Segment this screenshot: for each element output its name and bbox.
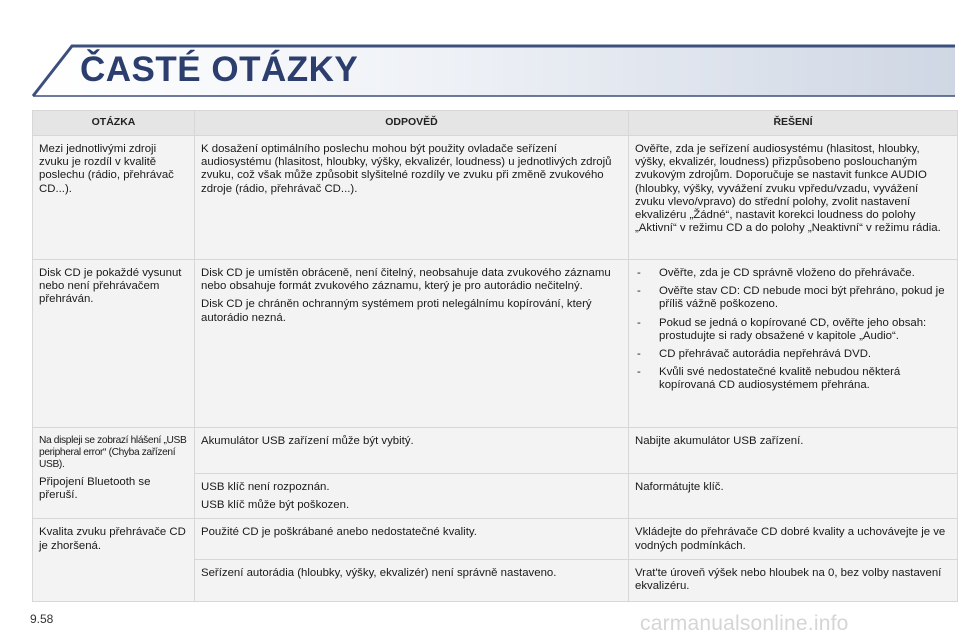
- solution-text: Ověřte, zda je seřízení audiosystému (hlasitost, hloubky, výšky, ekvalizér, loudness) přizpůsobeno poslouchaným zvukovým zdrojům. Doporučuje se nastavit funkce AUDIO (hloubky, výšky, vyvážení zvuku vpředu/vzadu, vyvážení zvuku vlevo/vpravo) do střední polohy, zvolit nastavení ekvalizéru „Žádné“, nastavit korekci loudness do polohy „Aktivní“ v režimu CD a do polohy „Neaktivní“ v režimu rádia.: [635, 143, 941, 235]
- solution-cell: [629, 260, 958, 428]
- list-item: - Ověřte stav CD: CD nebude moci být přehráno, pokud je příliš vážně poškozeno.: [635, 285, 951, 311]
- answer-cell: [195, 260, 629, 428]
- question-text: Připojení Bluetooth se přeruší.: [39, 476, 151, 502]
- solution-text: Vkládejte do přehrávače CD dobré kvality a uchovávejte je ve vodných podmínkách.: [635, 526, 946, 552]
- page-title: ČASTÉ OTÁZKY: [80, 50, 359, 89]
- answer-text: USB klíč není rozpoznán.: [201, 481, 330, 493]
- answer-text: Seřízení autorádia (hloubky, výšky, ekvalizér) není správně nastaveno.: [201, 566, 557, 579]
- answer-text: K dosažení optimálního poslechu mohou být použity ovladače seřízení audiosystému (hlasitost, hloubky, výšky, ekvalizér, loudness) u jednotlivých zdrojů zvuku, což však může způsobit slyšitelné rozdíly ve zvuku při změně zvukového zdroje (rádio, přehrávač CD...).: [201, 143, 612, 195]
- answer-text: Disk CD je umístěn obráceně, není čitelný, neobsahuje data zvukového záznamu nebo obsahuje formát zvukového záznamu, který je pro autorádio nečitelný.: [201, 267, 611, 293]
- table-header-row: [33, 111, 958, 136]
- question-text: Mezi jednotlivými zdroji zvuku je rozdíl v kvalitě poslechu (rádio, přehrávač CD...).: [39, 143, 174, 195]
- question-cell: [33, 260, 195, 428]
- answer-cell: [195, 519, 629, 559]
- answer-cell: [195, 136, 629, 260]
- answer-cell: [195, 428, 629, 474]
- answer-cell: [195, 474, 629, 519]
- list-item: - Pokud se jedná o kopírované CD, ověřte jeho obsah: prostudujte si rady obsažené v kapitole „Audio“.: [635, 317, 951, 343]
- question-text: Kvalita zvuku přehrávače CD je zhoršená.: [39, 526, 186, 552]
- column-header-answer: ODPOVĚĎ: [195, 111, 629, 136]
- solution-cell: [629, 474, 958, 519]
- watermark: carmanualsonline.info: [640, 612, 849, 635]
- solution-cell: [629, 559, 958, 601]
- list-item: - Kvůli své nedostatečné kvalitě nebudou některá kopírovaná CD audiosystémem přehrána.: [635, 366, 951, 392]
- table-row: [33, 519, 958, 559]
- solution-cell: [629, 428, 958, 474]
- page-number: 9.58: [30, 612, 54, 626]
- column-header-solution: ŘEŠENÍ: [629, 111, 958, 136]
- answer-text: USB klíč může být poškozen.: [201, 499, 350, 512]
- column-header-question: OTÁZKA: [33, 111, 195, 136]
- solution-text: Vrat'te úroveň výšek nebo hloubek na 0, bez volby nastavení ekvalizéru.: [635, 566, 942, 593]
- question-text: Na displeji se zobrazí hlášení „USB peripheral error“ (Chyba zařízení USB).: [39, 435, 187, 470]
- list-item: - CD přehrávač autorádia nepřehrává DVD.: [635, 348, 951, 361]
- solution-cell: [629, 136, 958, 260]
- table-row: [33, 428, 958, 474]
- list-item: - Ověřte, zda je CD správně vloženo do přehrávače.: [635, 267, 951, 280]
- question-cell: [33, 428, 195, 519]
- solution-text: Naformátujte klíč.: [635, 481, 724, 493]
- table-row: [33, 260, 958, 428]
- question-cell: [33, 519, 195, 601]
- answer-text: Použité CD je poškrábané anebo nedostatečné kvality.: [201, 526, 477, 539]
- faq-table: [32, 110, 958, 602]
- answer-text: Disk CD je chráněn ochranným systémem proti nelegálnímu kopírování, který autorádio nezná.: [201, 298, 592, 324]
- table-row: [33, 136, 958, 260]
- question-cell: [33, 136, 195, 260]
- solution-text: Nabijte akumulátor USB zařízení.: [635, 435, 804, 447]
- answer-text: Akumulátor USB zařízení může být vybitý.: [201, 435, 414, 447]
- question-text: Disk CD je pokaždé vysunut nebo není přehrávačem přehráván.: [39, 267, 182, 306]
- answer-cell: [195, 559, 629, 601]
- solution-cell: [629, 519, 958, 559]
- solution-list: [635, 267, 951, 393]
